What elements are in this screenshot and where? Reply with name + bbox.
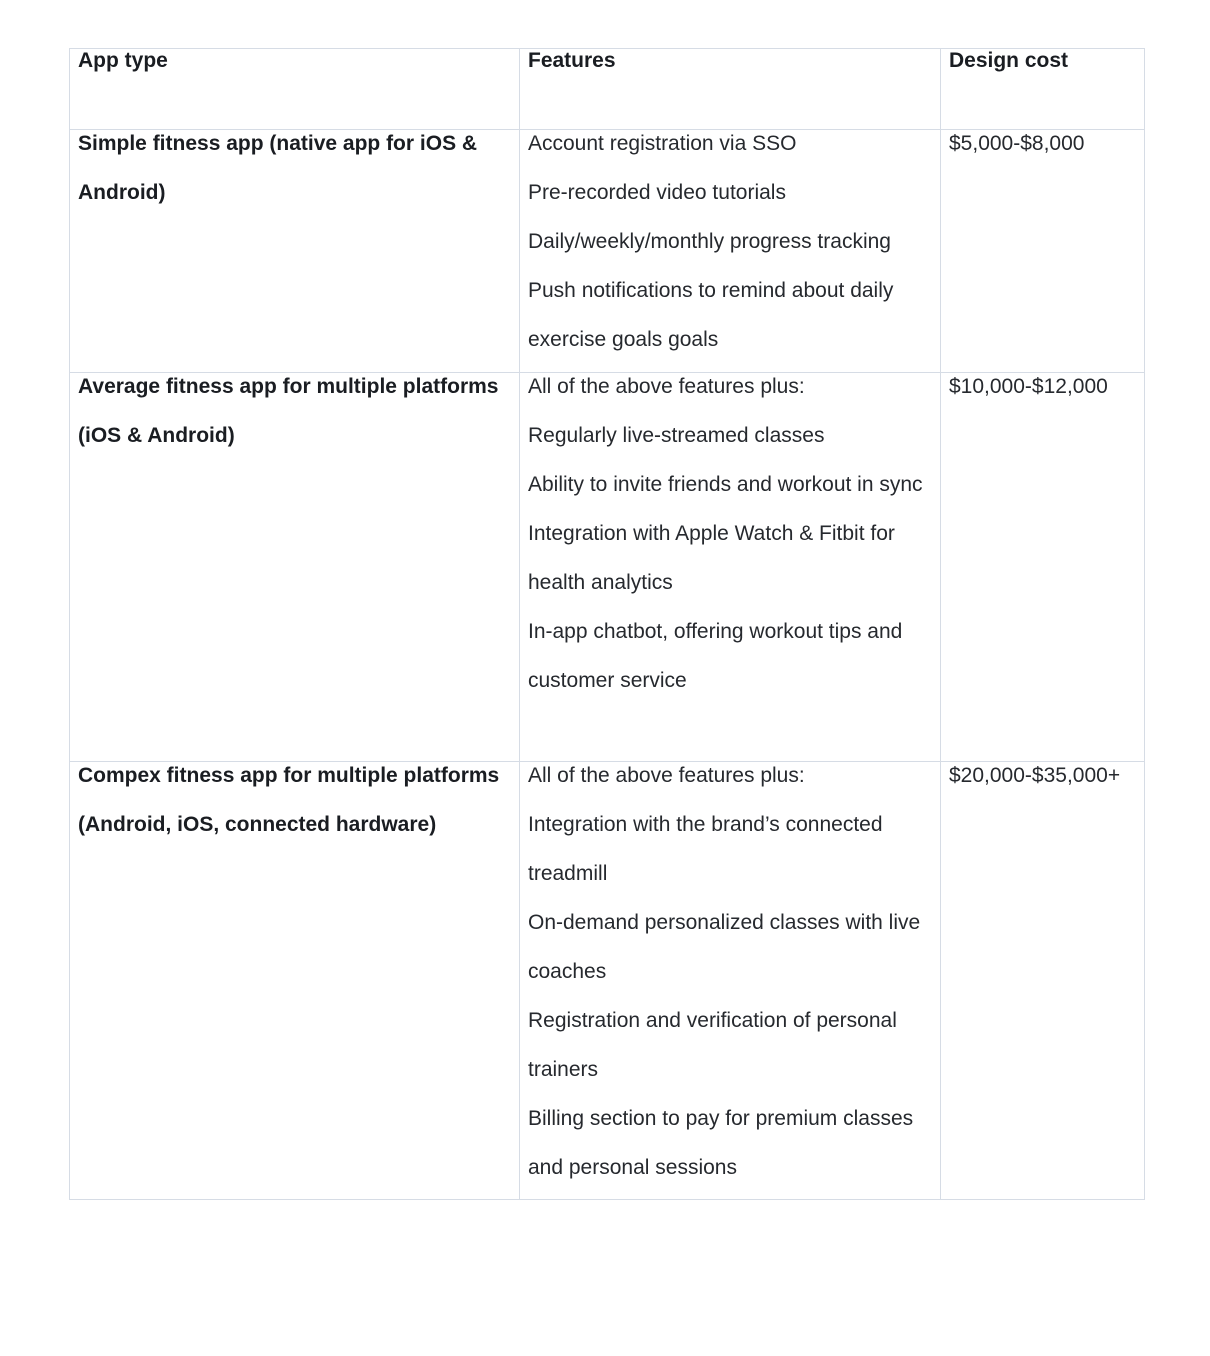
design-cost-cell [941,762,1145,1200]
header-row [70,49,1145,130]
design-cost-cell [941,373,1145,762]
app-type-cell [70,130,520,373]
design-cost-value: $10,000-$12,000 [949,375,1108,398]
features-cell [520,373,941,762]
design-cost-value: $5,000-$8,000 [949,132,1085,155]
feature-item: Integration with the brand’s connected treadmill [528,813,883,885]
header-app-type: App type [70,49,520,130]
features-list [528,751,932,1192]
app-type-cell [70,762,520,1200]
features-list [528,119,932,364]
feature-item: Ability to invite friends and workout in sync [528,473,923,496]
design-cost-value: $20,000-$35,000+ [949,764,1121,787]
feature-item: On-demand personalized classes with live coaches [528,911,921,983]
feature-item: Pre-recorded video tutorials [528,181,786,204]
table-row [70,762,1145,1200]
table-row [70,130,1145,373]
header-features: Features [520,49,941,130]
features-cell [520,130,941,373]
feature-item: Regularly live-streamed classes [528,424,825,447]
feature-item: Account registration via SSO [528,132,797,155]
feature-item: All of the above features plus: [528,375,805,398]
design-cost-cell [941,130,1145,373]
app-type-text: Average fitness app for multiple platforms (iOS & Android) [78,375,499,447]
feature-item: Registration and verification of personal trainers [528,1009,897,1081]
feature-item: Push notifications to remind about daily exercise goals goals [528,279,894,351]
table-header [70,49,1145,130]
table-row [70,373,1145,762]
feature-item: Integration with Apple Watch & Fitbit for health analytics [528,522,895,594]
feature-item: In-app chatbot, offering workout tips and customer service [528,620,903,692]
feature-item: Billing section to pay for premium classes and personal sessions [528,1107,914,1179]
features-cell [520,762,941,1200]
app-type-cell [70,373,520,762]
header-design-cost: Design cost [941,49,1145,130]
table-body [70,130,1145,1200]
feature-item: All of the above features plus: [528,764,805,787]
app-type-text: Compex fitness app for multiple platforms (Android, iOS, connected hardware) [78,764,500,836]
features-list [528,362,932,705]
pricing-table [69,48,1145,1200]
feature-item: Daily/weekly/monthly progress tracking [528,230,891,253]
app-type-text: Simple fitness app (native app for iOS & Android) [78,132,478,204]
